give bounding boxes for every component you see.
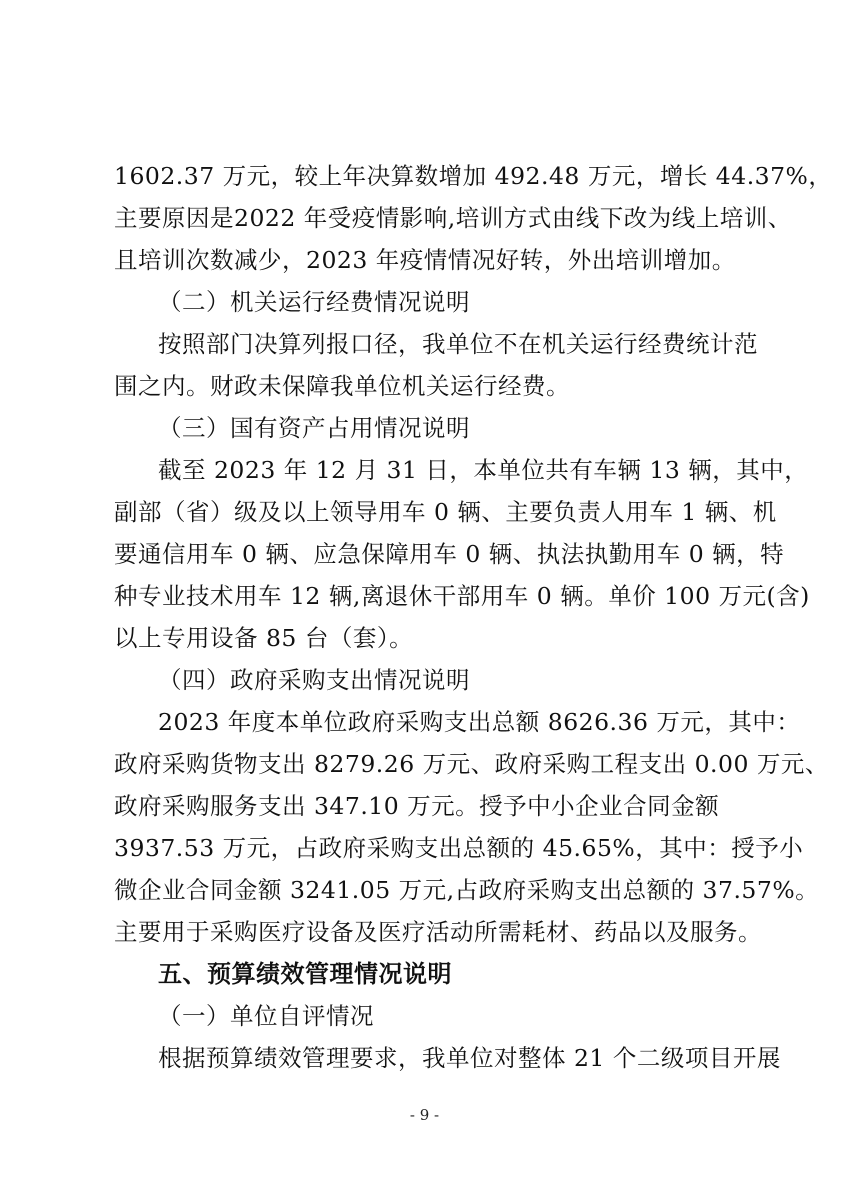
page-number: - 9 - [409, 1106, 440, 1124]
paragraph-line: 围之内。财政未保障我单位机关运行经费。 [114, 372, 570, 400]
paragraph-line: 种专业技术用车 12 辆,离退休干部用车 0 辆。单价 100 万元(含) [114, 582, 810, 610]
paragraph-line: 截至 2023 年 12 月 31 日，本单位共有车辆 13 辆，其中， [158, 456, 809, 484]
paragraph-line: 以上专用设备 85 台（套）。 [114, 624, 414, 652]
paragraph-line: 要通信用车 0 辆、应急保障用车 0 辆、执法执勤用车 0 辆，特 [114, 540, 785, 568]
paragraph-line: 根据预算绩效管理要求，我单位对整体 21 个二级项目开展 [158, 1044, 781, 1072]
paragraph-line: 1602.37 万元，较上年决算数增加 492.48 万元，增长 44.37%， [114, 162, 833, 190]
section-subheading: （二）机关运行经费情况说明 [158, 288, 470, 316]
paragraph-line: 且培训次数减少，2023 年疫情情况好转，外出培训增加。 [114, 246, 736, 274]
paragraph-line: 政府采购服务支出 347.10 万元。授予中小企业合同金额 [114, 792, 720, 820]
paragraph-line: 按照部门决算列报口径，我单位不在机关运行经费统计范 [158, 330, 758, 358]
paragraph-line: 主要原因是2022 年受疫情影响,培训方式由线下改为线上培训、 [114, 204, 792, 232]
paragraph-line: 2023 年度本单位政府采购支出总额 8626.36 万元，其中： [158, 708, 801, 736]
section-subheading: （一）单位自评情况 [158, 1002, 374, 1030]
paragraph-line: 微企业合同金额 3241.05 万元,占政府采购支出总额的 37.57%。 [114, 876, 820, 904]
paragraph-line: 副部（省）级及以上领导用车 0 辆、主要负责人用车 1 辆、机 [114, 498, 777, 526]
paragraph-line: 3937.53 万元，占政府采购支出总额的 45.65%，其中：授予小 [114, 834, 804, 862]
section-subheading: （四）政府采购支出情况说明 [158, 666, 470, 694]
paragraph-line: 政府采购货物支出 8279.26 万元、政府采购工程支出 0.00 万元、 [114, 750, 829, 778]
section-subheading: （三）国有资产占用情况说明 [158, 414, 470, 442]
paragraph-line: 主要用于采购医疗设备及医疗活动所需耗材、药品以及服务。 [114, 918, 762, 946]
section-heading: 五、预算绩效管理情况说明 [158, 960, 452, 988]
